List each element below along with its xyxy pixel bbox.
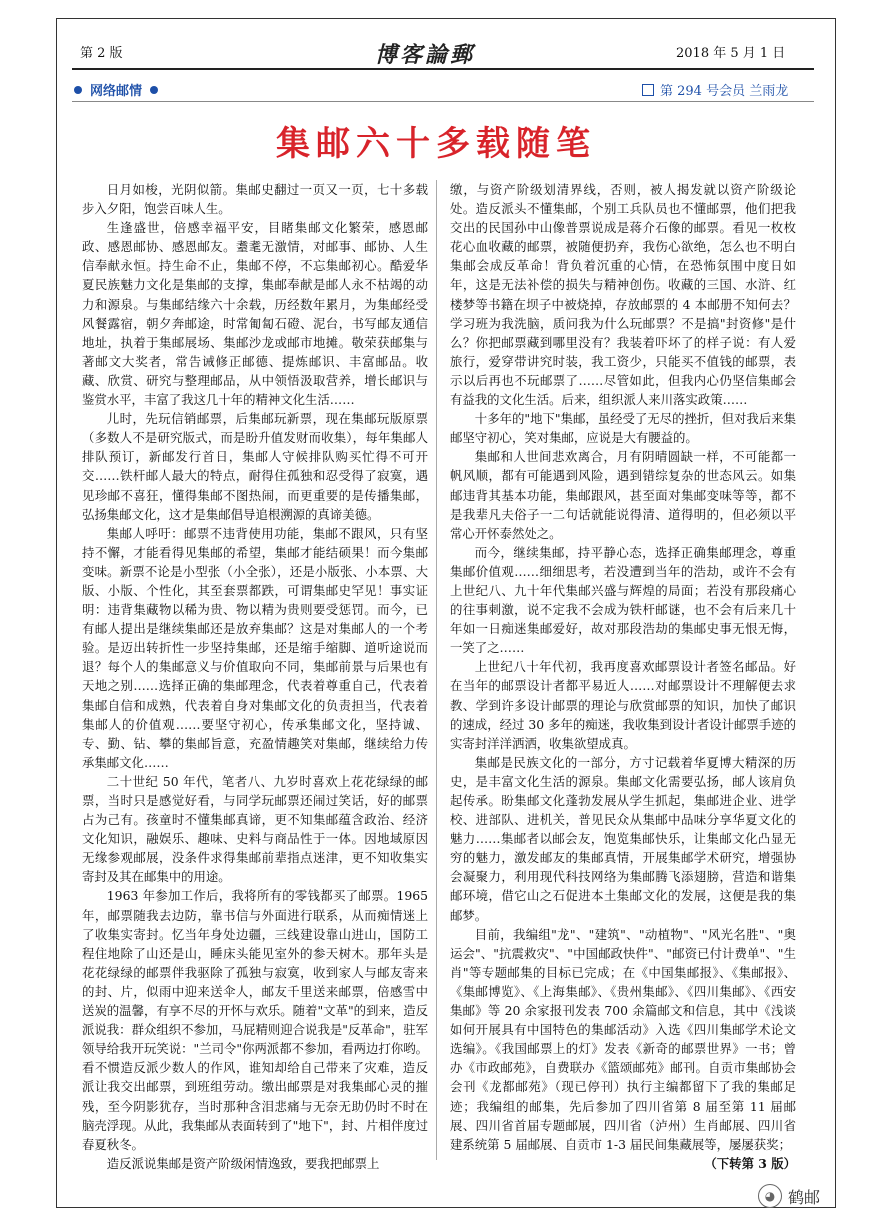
paragraph: 集邮人呼吁：邮票不违背使用功能，集邮不跟风，只有坚持不懈，才能看得见集邮的希望，集邮才能结硕果！而今集邮变味。新票不论是小型张（小全张），还是小版张、小本票、大版、小版、个性化，其至套票都跌，可谓集邮史罕见！事实证明：违背集藏物以稀为贵、物以精为贵则要受惩罚。而今，已有邮人提出是继续集邮还是放弃集邮？这是对集邮人的一个考验。是迈出转折性一步坚持集邮，还是缩手缩脚、道听途说而退？每个人的集邮意义与价值取向不同，集邮前景与后果也有天地之别……选择正确的集邮理念，代表着尊重自己，代表着集邮自信和成熟，代表着自身对集邮文化的负责担当，代表着集邮人的价值观……要坚守初心，传承集邮文化，坚持诚、专、勤、钻、攀的集邮旨意，充盈情趣笑对集邮，继续给力传承集邮文化……: [82, 525, 428, 770]
masthead: 博客論郵: [375, 42, 476, 68]
square-icon: [642, 84, 654, 96]
issue-date: 2018 年 5 月 1 日: [676, 46, 786, 61]
article-column-right: [450, 180, 796, 1173]
watermark-text: 鹤邮: [788, 1187, 821, 1207]
paragraph: 二十世纪 50 年代，笔者八、九岁时喜欢上花花绿绿的邮票，当时只是感觉好看，与同学玩邮票还闹过笑话，好的邮票占为己有。孩童时不懂集邮真谛，更不知集邮蕴含政治、经济文化知识，融娱乐、趣味、史料与商品性于一体。因地域原因无缘参观邮展，没条件求得集邮前辈指点迷津，更不知收集实寄封及其在邮集中的用途。: [82, 773, 428, 885]
paragraph: 十多年的"地下"集邮，虽经受了无尽的挫折，但对我后来集邮坚守初心，笑对集邮，应说是大有腰益的。: [450, 411, 796, 446]
paragraph: 缴，与资产阶级划清界线，否则，被人揭发就以资产阶级论处。造反派头不懂集邮，个别工兵队员也不懂邮票，他们把我交出的民国孙中山像普票说成是蒋介石像的邮票。看见一枚枚花心血收藏的邮票，被随便扔弃，我伤心欲绝，怎么也不明白集邮会成反革命！背负着沉重的心情，在恐怖氛围中度日如年，这是无法补偿的损失与精神创伤。收藏的三国、水浒、红楼梦等书籍在坝子中被烧掉，存放邮票的 4 本邮册不知何去？学习班为我洗脑，质问我为什么玩邮票？不是搞"封资修"是什么？你把邮票藏到哪里没有？我装着吓坏了的样子说：有人爱旅行，爱穿带讲究时装，我工资少，只能买不值钱的邮票，表示以后再也不玩邮票了……尽管如此，但我内心仍坚信集邮会有益我的文化生活。后来，组织派人来川落实政策……: [450, 182, 796, 408]
column-label-text: 网络邮情: [90, 84, 143, 99]
page-number: 第 2 版: [80, 46, 123, 61]
paragraph: 造反派说集邮是资产阶级闲情逸致，要我把邮票上: [106, 1155, 380, 1171]
article-column-left: [82, 180, 428, 1173]
paragraph: 生逢盛世，倍感幸福平安，目睹集邮文化繁荣，感恩邮政、感恩邮协、感恩邮友。耋耄无激情，对邮事、邮协、人生信奉献永恒。持生命不止，集邮不停，不忘集邮初心。酷爱华夏民族魅力文化是集邮的支撑，集邮奉献是邮人永不枯竭的动力和源泉。与集邮结缘六十余载，历经数年累月，为集邮经受风餐露宿，朝夕奔邮途，时常匍匐石磴、泥台，书写邮友通信地址，执着于集邮展场、集邮沙龙或邮市地摊。敬荣获邮集与著邮文大奖者，常告诫修正邮德、提炼邮识、丰富邮品。收藏、欣赏、研究与整理邮品，从中领悟汲取营养，增长邮识与鉴赏水平，丰富了我这几十年的精神文化生活……: [82, 220, 428, 408]
author-member-text: 第 294 号会员 兰雨龙: [660, 84, 789, 99]
paragraph: 而今，继续集邮，持平静心态，选择正确集邮理念，尊重集邮价值观……细细思考，若没遭到当年的浩劫，或许不会有上世纪八、九十年代集邮兴盛与辉煌的局面；若没有那段痛心的往事刺激，说不定我不会成为铁杆邮谜，也不会有后来几十年如一日痴迷集邮爱好，故对那段浩劫的集邮史事无恨无悔，一笑了之……: [450, 544, 796, 656]
subheader-rule: [72, 101, 814, 102]
paragraph: 上世纪八十年代初，我再度喜欢邮票设计者签名邮品。好在当年的邮票设计者都平易近人……对邮票设计不理解便去求教、学到许多设计邮票的理论与欣赏邮票的知识，加快了邮识的速成，经过 30 多年的痴迷，我收集到设计者设计邮票手迹的实寄封洋洋洒洒，收集欲望成真。: [450, 659, 796, 751]
wechat-icon: ◕: [758, 1184, 782, 1208]
column-divider: [436, 180, 437, 1160]
paragraph: 日月如梭，光阴似箭。集邮史翻过一页又一页，七十多载步入夕阳，饱尝百味人生。: [82, 182, 428, 217]
paragraph: 儿时，先玩信销邮票，后集邮玩新票，现在集邮玩版原票（多数人不是研究版式，而是盼升值发财而收集），每年集邮人排队预订，新邮发行首日，集邮人守候排队购买忙得不可开交……铁杆邮人最大的特点，耐得住孤独和忍受得了寂寞，遇见珍邮不喜狂，懂得集邮不图热闹，而更重要的是传播集邮，弘扬集邮文化，这才是集邮倡导追根溯源的真谛美德。: [82, 411, 428, 522]
continued-note: （下转第 3 版）: [704, 1155, 796, 1171]
author-member: [642, 80, 788, 99]
header-rule: [72, 68, 814, 70]
article-title: 集邮六十多载随笔: [276, 124, 596, 164]
paragraph: 集邮和人世间悲欢离合，月有阴晴圆缺一样，不可能都一帆风顺，都有可能遇到风险，遇到错综复杂的世态风云。如集邮违背其基本功能，集邮跟风，甚至面对集邮变味等等，都不是我辈凡夫俗子一二句话就能说得清、道得明的，但必须以平常心开怀泰然处之。: [450, 449, 796, 541]
bullet-dot-icon: [150, 86, 158, 94]
paragraph: 集邮是民族文化的一部分，方寸记载着华夏博大精深的历史，是丰富文化生活的源泉。集邮文化需要弘扬，邮人该肩负起传承。盼集邮文化蓬勃发展从学生抓起，集邮进企业、进学校、进部队、进机关，普见民众从集邮中品味分享华夏文化的魅力……集邮者以邮会友，饱览集邮快乐，让集邮文化凸显无穷的魅力，激发邮友的集邮真情，开展集邮学术研究，增强协会凝聚力，利用现代科技网络为集邮腾飞添翅膀，营造和谐集邮环境，借它山之石促进本土集邮文化的发展，这便是我的集邮梦。: [450, 754, 796, 923]
column-label: [74, 80, 158, 99]
bullet-dot-icon: [74, 86, 82, 94]
paragraph: 目前，我编组"龙"、"建筑"、"动植物"、"风光名胜"、"奥运会"、"抗震救灾"、"中国邮政快件"、"邮资已付计费单"、"生肖"等专题邮集的目标已完成；在《中国集邮报》、《集邮报》、《集邮博览》、《上海集邮》、《贵州集邮》、《四川集邮》、《西安集邮》等 20 余家报刊发表 700 余篇邮文和信息，其中《浅谈如何开展具有中国特色的集邮活动》入选《四川集邮学术论文选编》。《我国邮票上的灯》发表《新奇的邮票世界》一书；曾办《市政邮苑》，自费联办《篮颂邮苑》邮刊。自贡市集邮协会会刊《龙都邮苑》（现已停刊）执行主编都留下了我的集邮足迹；我编组的邮集，先后参加了四川省第 8 届至第 11 届邮展、四川省首届专题邮展，四川省（泸州）生肖邮展、四川省建系统第 5 届邮展、自贡市 1-3 届民间集藏展等，屡屡获奖；: [450, 926, 796, 1152]
paragraph: 1963 年参加工作后，我将所有的零钱都买了邮票。1965 年，邮票随我去边防，靠书信与外面进行联系，从而痴情迷上了收集实寄封。忆当年身处边疆，三线建设靠山进山，国防工程住地除了山还是山，睡床头能见室外的参天树木。那年头是花花绿绿的邮票伴我驱除了孤独与寂寞，收到家人与邮友寄来的封、片，似雨中迎来送伞人，邮友千里送来邮票，倍感雪中送炭的温馨，有享不尽的开怀与欢乐。随着"文革"的到来，造反派说我：群众组织不参加，马屁精则迎合说我是"反革命"，驻军领导给我开玩笑说："兰司令"你两派都不参加，看两边打你哟。看不惯造反派少数人的作风，谁知却给自己带来了灾难，造反派让我交出邮票，到班组劳动。缴出邮票是对我集邮心灵的摧残，至今阴影犹存，当时那种含泪悲痛与无奈无助仍时不时在脑壳浮现。从此，我集邮从表面转到了"地下"，封、片相伴度过春夏秋冬。: [82, 888, 428, 1152]
watermark: [758, 1184, 820, 1208]
